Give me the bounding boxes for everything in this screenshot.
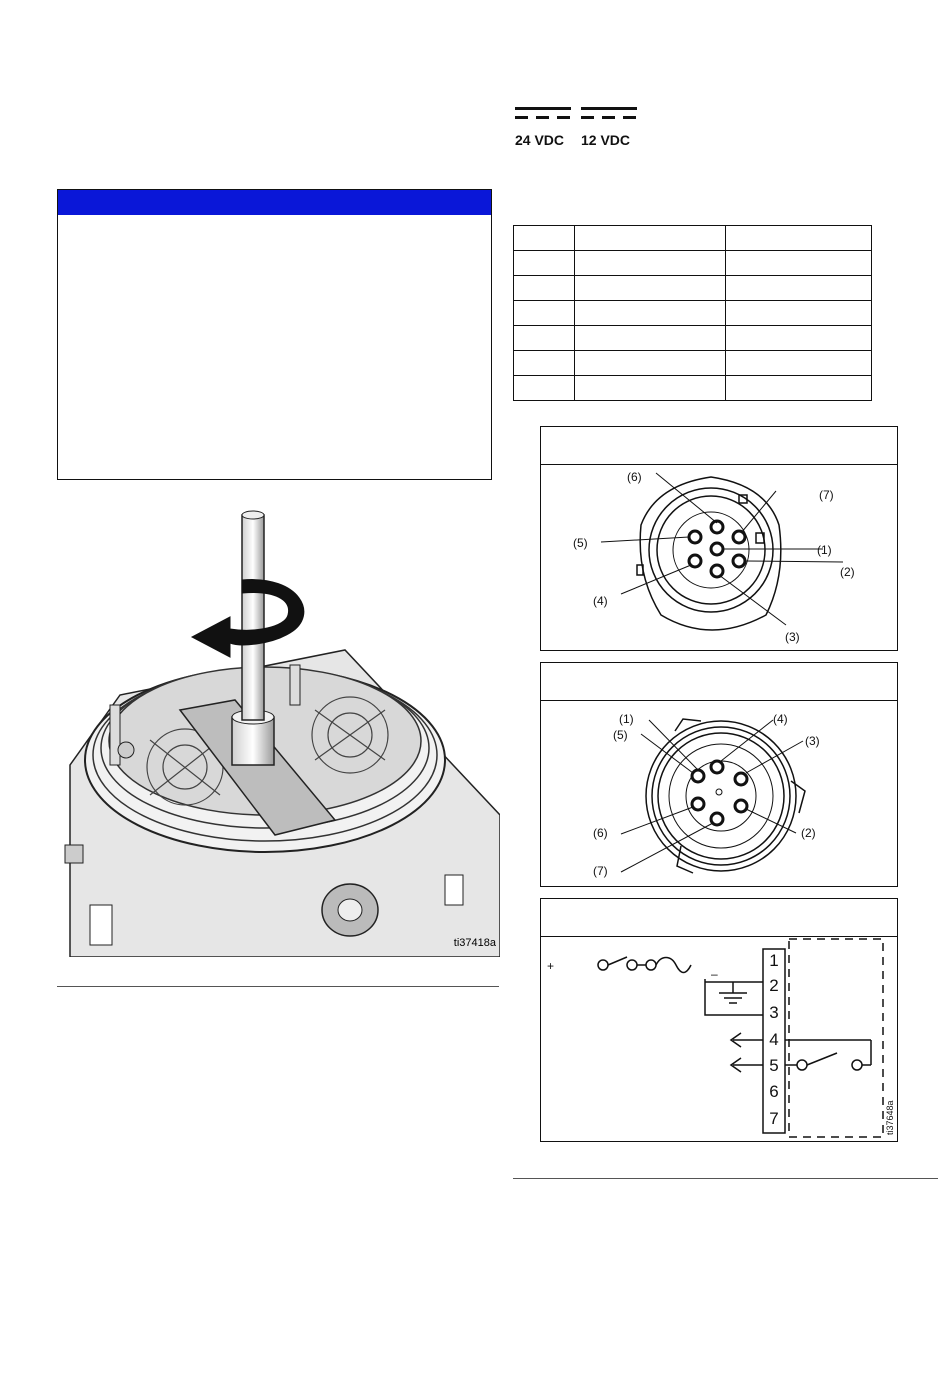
pin-label-4: (4) — [773, 712, 788, 726]
bolt-post — [290, 665, 300, 705]
table-row — [514, 351, 872, 376]
wiring-figure-id: ti37648a — [885, 1100, 895, 1135]
shaft-top — [242, 511, 264, 519]
switch-contact-icon — [627, 960, 637, 970]
section-rule — [57, 986, 499, 987]
wiring-figure — [540, 898, 898, 1142]
connector-b-center — [716, 789, 722, 795]
wiring-header — [541, 899, 897, 937]
screw-icon — [118, 742, 134, 758]
switch-contact-icon — [598, 960, 608, 970]
switch-lever-icon — [608, 957, 627, 965]
dc-dash-icon — [602, 116, 615, 119]
dc-dash-icon — [515, 116, 528, 119]
connector-a-header — [541, 427, 897, 465]
table-row — [514, 301, 872, 326]
pin-label-2: (2) — [801, 826, 816, 840]
pin-label-4: (4) — [593, 594, 608, 608]
fuse-icon — [656, 958, 691, 973]
pin-label-1: (1) — [817, 543, 832, 557]
voltage-label-12: 12 VDC — [581, 132, 631, 148]
table-row — [514, 251, 872, 276]
section-rule — [513, 1178, 938, 1179]
connector-a-shell — [640, 477, 781, 630]
connector-b-diagram — [541, 701, 897, 886]
table-row — [514, 326, 872, 351]
terminal-2: 2 — [769, 976, 779, 995]
terminal-6: 6 — [769, 1082, 779, 1101]
table-row — [514, 276, 872, 301]
terminal-5: 5 — [769, 1056, 779, 1075]
photo-figure-id: ti37418a — [453, 937, 496, 949]
pin-label-1: (1) — [619, 712, 634, 726]
minus-label: – — [711, 967, 718, 981]
wrench-shaft — [242, 515, 264, 720]
side-fitting — [65, 845, 83, 863]
terminal-4: 4 — [769, 1030, 779, 1049]
pin-label-3: (3) — [785, 630, 800, 644]
pin-label-5: (5) — [613, 728, 628, 742]
table-row — [514, 376, 872, 401]
internal-contact-icon — [852, 1060, 862, 1070]
pin-label-3: (3) — [805, 734, 820, 748]
housing-illustration — [60, 505, 500, 957]
internal-contact-icon — [797, 1060, 807, 1070]
pin-table — [513, 225, 872, 401]
table-row — [514, 226, 872, 251]
dc-solid-line-icon — [581, 107, 637, 110]
connector-b-ring — [658, 733, 784, 859]
connector-b-tab — [677, 846, 693, 873]
dc-dash-icon — [581, 116, 594, 119]
dc-dash-icon — [623, 116, 636, 119]
connector-b-pins — [692, 761, 747, 825]
pin-label-5: (5) — [573, 536, 588, 550]
notice-header-bar — [58, 190, 491, 215]
fuse-contact-icon — [646, 960, 656, 970]
pin-label-7: (7) — [819, 488, 834, 502]
connector-b-header — [541, 663, 897, 701]
wiring-schematic — [541, 937, 897, 1142]
housing-slot — [445, 875, 463, 905]
dc-dash-icon — [536, 116, 549, 119]
dc-solid-line-icon — [515, 107, 571, 110]
terminal-1: 1 — [769, 951, 779, 970]
pin-label-6: (6) — [593, 826, 608, 840]
connector-b-tab — [791, 781, 805, 813]
pin-label-2: (2) — [840, 565, 855, 579]
pin-label-7: (7) — [593, 864, 608, 878]
housing-slot — [90, 905, 112, 945]
connector-a-figure — [540, 426, 898, 651]
nut-hole — [338, 899, 362, 921]
internal-switch-icon — [807, 1053, 837, 1065]
voltage-label-24: 24 VDC — [515, 132, 565, 148]
dc-dash-icon — [557, 116, 570, 119]
connector-b-figure — [540, 662, 898, 887]
connector-b-leaders — [621, 720, 803, 872]
bolt-post — [110, 705, 120, 765]
notice-box — [57, 189, 492, 480]
plus-label: + — [547, 959, 555, 973]
terminal-3: 3 — [769, 1003, 779, 1022]
terminal-7: 7 — [769, 1109, 779, 1128]
connector-b-ring-inner — [669, 744, 773, 848]
device-enclosure — [789, 939, 883, 1137]
pin-label-6: (6) — [627, 470, 642, 484]
connector-a-diagram — [541, 465, 897, 650]
